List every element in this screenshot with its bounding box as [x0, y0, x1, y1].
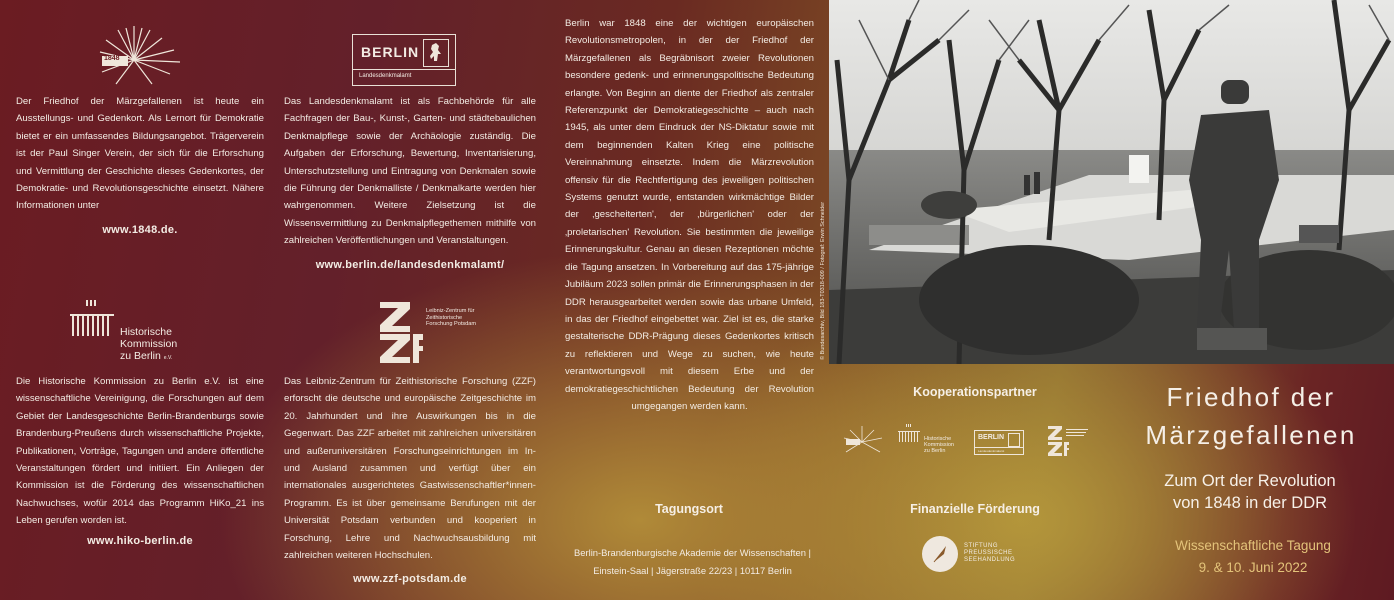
- cover-subtitle: [1140, 470, 1360, 514]
- stiftung-line2: PREUSSISCHE: [964, 550, 1013, 556]
- cover-title: [1138, 378, 1364, 454]
- partner-berlin-logo: [974, 430, 1024, 455]
- zzf-logo: [380, 302, 424, 364]
- berlin-landesdenkmalamt-logo: [352, 34, 456, 86]
- partner-1848-logo: [842, 424, 886, 456]
- cemetery-photo-image: [829, 0, 1394, 364]
- url-zzf[interactable]: www.zzf-potsdam.de: [353, 573, 467, 586]
- partner-zzf-logo: [1048, 426, 1092, 456]
- cover-conference-info: [1140, 535, 1366, 579]
- partner-hiko-logo: [898, 424, 958, 458]
- partner-hiko-line1: Historische: [924, 436, 952, 442]
- hiko-logo: [70, 300, 190, 364]
- cemetery-photo: [829, 0, 1394, 364]
- cover-subtitle-line1: Zum Ort der Revolution: [1164, 472, 1336, 490]
- partners-heading: Kooperationspartner: [913, 385, 1037, 399]
- url-landesdenkmalamt[interactable]: www.berlin.de/landesdenkmalamt/: [315, 258, 505, 271]
- partner-berlin-title: BERLIN: [978, 434, 1005, 441]
- hiko-logo-ev: e.V.: [163, 355, 173, 361]
- venue-heading: Tagungsort: [655, 502, 723, 516]
- hiko-logo-line3: zu Berlin: [120, 350, 161, 362]
- berlin-logo-subtitle: Landesdenkmalamt: [359, 73, 412, 79]
- url-hiko[interactable]: www.hiko-berlin.de: [87, 534, 193, 547]
- hiko-logo-line2: Kommission: [120, 338, 178, 350]
- url-1848[interactable]: www.1848.de.: [102, 223, 178, 236]
- col2-section-zzf: [284, 373, 536, 585]
- cover-subtitle-line2: von 1848 in der DDR: [1172, 494, 1328, 512]
- partner-hiko-line2: Kommission: [924, 442, 954, 449]
- col2-section-landesdenkmalamt: [284, 93, 536, 271]
- hiko-logo-line1: Historische: [120, 326, 172, 338]
- cover-title-line2: Märzgefallenen: [1145, 420, 1357, 450]
- col2-text-zzf: Das Leibniz-Zentrum für Zeithistorische Forschung (ZZF) erforscht die deutsche und europäische Zeitgeschichte im 20. Jahrhundert und ihre Auswirkungen bis in die Gegenwart. Das ZZF arbeitet mit zahlreichen universitären und außeruniversitären Forschungseinrichtungen im In- und Ausland zusammen und verfügt über ein internationales ausgerichtetes Gastwissenschaftler*innen-Programm. Es ist über gemeinsame Berufungen mit der Universität Potsdam verbunden und kooperiert in Forschung, Lehre und Nachwuchsausbildung mit zahlreichen weiteren Hochschulen.: [284, 376, 536, 562]
- col1-section-1848: [16, 93, 264, 236]
- berlin-bear-icon: [423, 39, 449, 67]
- funding-heading: Finanzielle Förderung: [910, 502, 1040, 516]
- col1-text-hiko: Die Historische Kommission zu Berlin e.V. ist eine wissenschaftliche Vereinigung, die Forschungen auf dem Gebiet der Landesgeschichte Berlin-Brandenburgs sowie Brandenburg-Preußens durch wissenschaftliche Projekte, Publikationen, Vorträge, Tagungen und andere öffentliche Veranstaltungen fördert und initiiert. Ein Anliegen der Kommission ist die Förderung des wissenschaftlichen Nachwuchses, wofür 2014 das Programm HiKo_21 ins Leben gerufen worden ist.: [16, 376, 264, 527]
- cover-title-line1: Friedhof der: [1166, 382, 1336, 412]
- stiftung-line1: STIFTUNG: [964, 543, 998, 549]
- stiftung-logo-circle: [922, 536, 958, 572]
- hiko-bars-icon: [70, 300, 116, 340]
- col1-text-1848: Der Friedhof der Märzgefallenen ist heute ein Ausstellungs- und Gedenkort. Als Lernort für Demokratie bietet er ein umfassendes Bildungsangebot. Trägerverein ist der Paul Singer Verein, der sich für die Erforschung und Vermittlung der Geschichte dieses Gedenkortes, der Demokratie- und Revolutionsgeschichte einsetzt. Nähere Informationen unter: [16, 96, 264, 212]
- berlin-logo-title: BERLIN: [361, 44, 420, 60]
- col3-text-description: Berlin war 1848 eine der wichtigen europäischen Revolutionsmetropolen, in der der Friedhof der Märzgefallenen als Begräbnisort zweier Revolutionen besondere gedenk- und erinnerungspolitische Bedeutung erlangte. Von Beginn an diente der Friedhof als zentraler Referenzpunkt der Demokratiegeschichte – auch nach 1945, als unter dem Eindruck der NS-Diktatur sowie mit dem beginnenden Kalten Krieg eine politische Vereinnahmung einsetzte. Indem die Märzrevolution offensiv für die Rechtfertigung des jeweiligen politischen Systems genutzt wurde, entstanden wirkmächtige Bilder der ‚gescheiterten', der ‚bürgerlichen' oder der ‚proletarischen' Revolution. Sie bestimmten die jeweilige Erinnerungskultur. Genau an diesen Rezeptionen möchte die Tagung ansetzen. In Vorbereitung auf das 175-jährige Jubiläum 2023 sollen primär die Erinnerungsphasen in der DDR herausgearbeitet werden sowie das urbane Umfeld, in das der Friedhof eingebettet war. Ziel ist es, die starke gestalterische DDR-Prägung dieses Gedenkortes kritisch zu reflektieren und Wege zu suchen, wie heute verantwortungsvoll mit diesem Erbe und der demokratiegeschichtlichen Bedeutung der Revolution umgegangen werden kann.: [565, 18, 814, 412]
- stiftung-logo-text: [964, 543, 1015, 564]
- partner-hiko-bars-icon: [898, 424, 922, 444]
- stiftung-feather-icon: [922, 536, 958, 572]
- 1848-logo-label: 1848: [104, 55, 120, 62]
- col2-text-landesdenkmalamt: Das Landesdenkmalamt ist als Fachbehörde für alle Fachfragen der Bau-, Kunst-, Garten- und städtebaulichen Denkmalpflege sowie der Archäologie zuständig. Die Aufgaben der Erforschung, Bewertung, Inventarisierung, Unterschutzstellung und Eintragung von Denkmalen sowie die Führung der Denkmalliste / Denkmalkarte werden hier wahrgenommen. Weitere Zielsetzung ist die Wissensvermittlung zu Denkmalpflegethemen mithilfe von zahlreichen Veröffentlichungen und Veranstaltungen.: [284, 96, 536, 247]
- photo-credit: © Bundesarchiv, Bild 183-T0318-009 / Fotograf: Erwin Schneider: [820, 201, 826, 360]
- col3-section-description: [565, 15, 814, 415]
- partner-berlin-sub: Landesdenkmalamt: [978, 449, 1005, 453]
- stiftung-line3: SEEHANDLUNG: [964, 557, 1016, 563]
- venue-line2: Einstein-Saal | Jägerstraße 22/23 | 10117 Berlin: [593, 564, 792, 576]
- venue-line1: Berlin-Brandenburgische Akademie der Wissenschaften |: [574, 547, 811, 558]
- cover-conference: Wissenschaftliche Tagung: [1175, 538, 1331, 553]
- zzf-logo-text: Leibniz-Zentrum für Zeithistorische Forschung Potsdam: [426, 308, 477, 328]
- partner-hiko-line3: zu Berlin: [924, 448, 946, 455]
- cover-date: 9. & 10. Juni 2022: [1198, 560, 1308, 575]
- venue-address: [565, 544, 820, 579]
- col1-section-hiko: [16, 373, 264, 547]
